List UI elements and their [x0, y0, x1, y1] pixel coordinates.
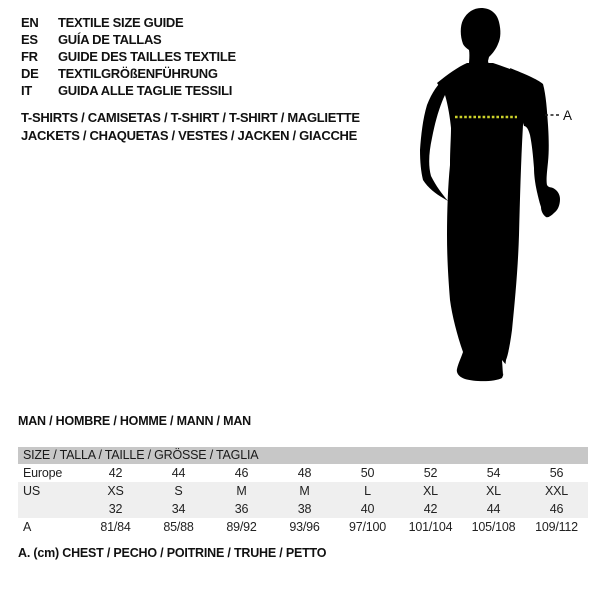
language-label: TEXTILGRÖßENFÜHRUNG	[58, 66, 218, 81]
measure-label-a: A	[563, 108, 573, 123]
language-row	[21, 14, 236, 31]
man-silhouette-figure	[390, 0, 600, 410]
table-cell: XS	[107, 484, 124, 498]
category-list	[21, 109, 360, 144]
row-label: US	[23, 484, 40, 498]
section-title: MAN / HOMBRE / HOMME / MANN / MAN	[18, 414, 251, 428]
size-table-header: SIZE / TALLA / TAILLE / GRÖSSE / TAGLIA	[18, 447, 588, 464]
table-cell: 50	[360, 466, 375, 480]
language-label: TEXTILE SIZE GUIDE	[58, 15, 184, 30]
table-cell: XL	[486, 484, 501, 498]
table-cell: 52	[423, 466, 438, 480]
torso-legs-shape	[437, 63, 533, 381]
table-cell: XXL	[544, 484, 569, 498]
table-cell: 89/92	[226, 520, 257, 534]
table-cell: 42	[423, 502, 438, 516]
language-row	[21, 31, 236, 48]
table-row-us	[18, 482, 588, 500]
category-tshirts: T-SHIRTS / CAMISETAS / T-SHIRT / T-SHIRT / MAGLIETTE	[21, 110, 360, 125]
table-cell: 93/96	[289, 520, 320, 534]
table-cell: 97/100	[348, 520, 387, 534]
man-silhouette-svg	[390, 0, 600, 410]
language-code: FR	[21, 49, 38, 64]
language-code: ES	[21, 32, 38, 47]
size-table	[18, 447, 588, 536]
table-row-a-chest	[18, 518, 588, 536]
language-row	[21, 65, 236, 82]
language-label: GUIDA ALLE TAGLIE TESSILI	[58, 83, 233, 98]
row-label: Europe	[23, 466, 63, 480]
table-cell: 54	[486, 466, 501, 480]
language-code: IT	[21, 83, 32, 98]
table-cell: L	[364, 484, 371, 498]
table-cell: S	[174, 484, 183, 498]
table-cell: 101/104	[408, 520, 453, 534]
language-list	[21, 14, 236, 99]
table-cell: 38	[297, 502, 312, 516]
table-cell: 105/108	[471, 520, 516, 534]
table-cell: 46	[549, 502, 564, 516]
table-cell: XL	[423, 484, 438, 498]
table-cell: 48	[297, 466, 312, 480]
category-jackets: JACKETS / CHAQUETAS / VESTES / JACKEN / GIACCHE	[21, 127, 357, 143]
table-cell: 81/84	[100, 520, 131, 534]
table-row-us-numeric	[18, 500, 588, 518]
table-cell: 46	[234, 466, 249, 480]
table-cell: 42	[108, 466, 123, 480]
table-cell: 109/112	[535, 520, 578, 534]
language-label: GUÍA DE TALLAS	[58, 32, 162, 47]
table-cell: M	[299, 484, 310, 498]
row-label	[18, 500, 84, 518]
language-code: EN	[21, 15, 39, 30]
table-cell: 34	[171, 502, 186, 516]
language-row	[21, 82, 236, 99]
table-cell: 44	[171, 466, 186, 480]
table-row-europe	[18, 464, 588, 482]
table-cell: 85/88	[163, 520, 194, 534]
table-cell: M	[236, 484, 247, 498]
measurement-footnote: A. (cm) CHEST / PECHO / POITRINE / TRUHE / PETTO	[18, 546, 327, 560]
table-cell: 32	[108, 502, 123, 516]
table-cell: 40	[360, 502, 375, 516]
language-row	[21, 48, 236, 65]
language-code: DE	[21, 66, 39, 81]
row-label: A	[23, 520, 32, 534]
table-cell: 56	[549, 466, 564, 480]
left-arm-shape	[420, 78, 448, 201]
language-label: GUIDE DES TAILLES TEXTILE	[58, 49, 236, 64]
table-cell: 44	[486, 502, 501, 516]
table-cell: 36	[234, 502, 249, 516]
